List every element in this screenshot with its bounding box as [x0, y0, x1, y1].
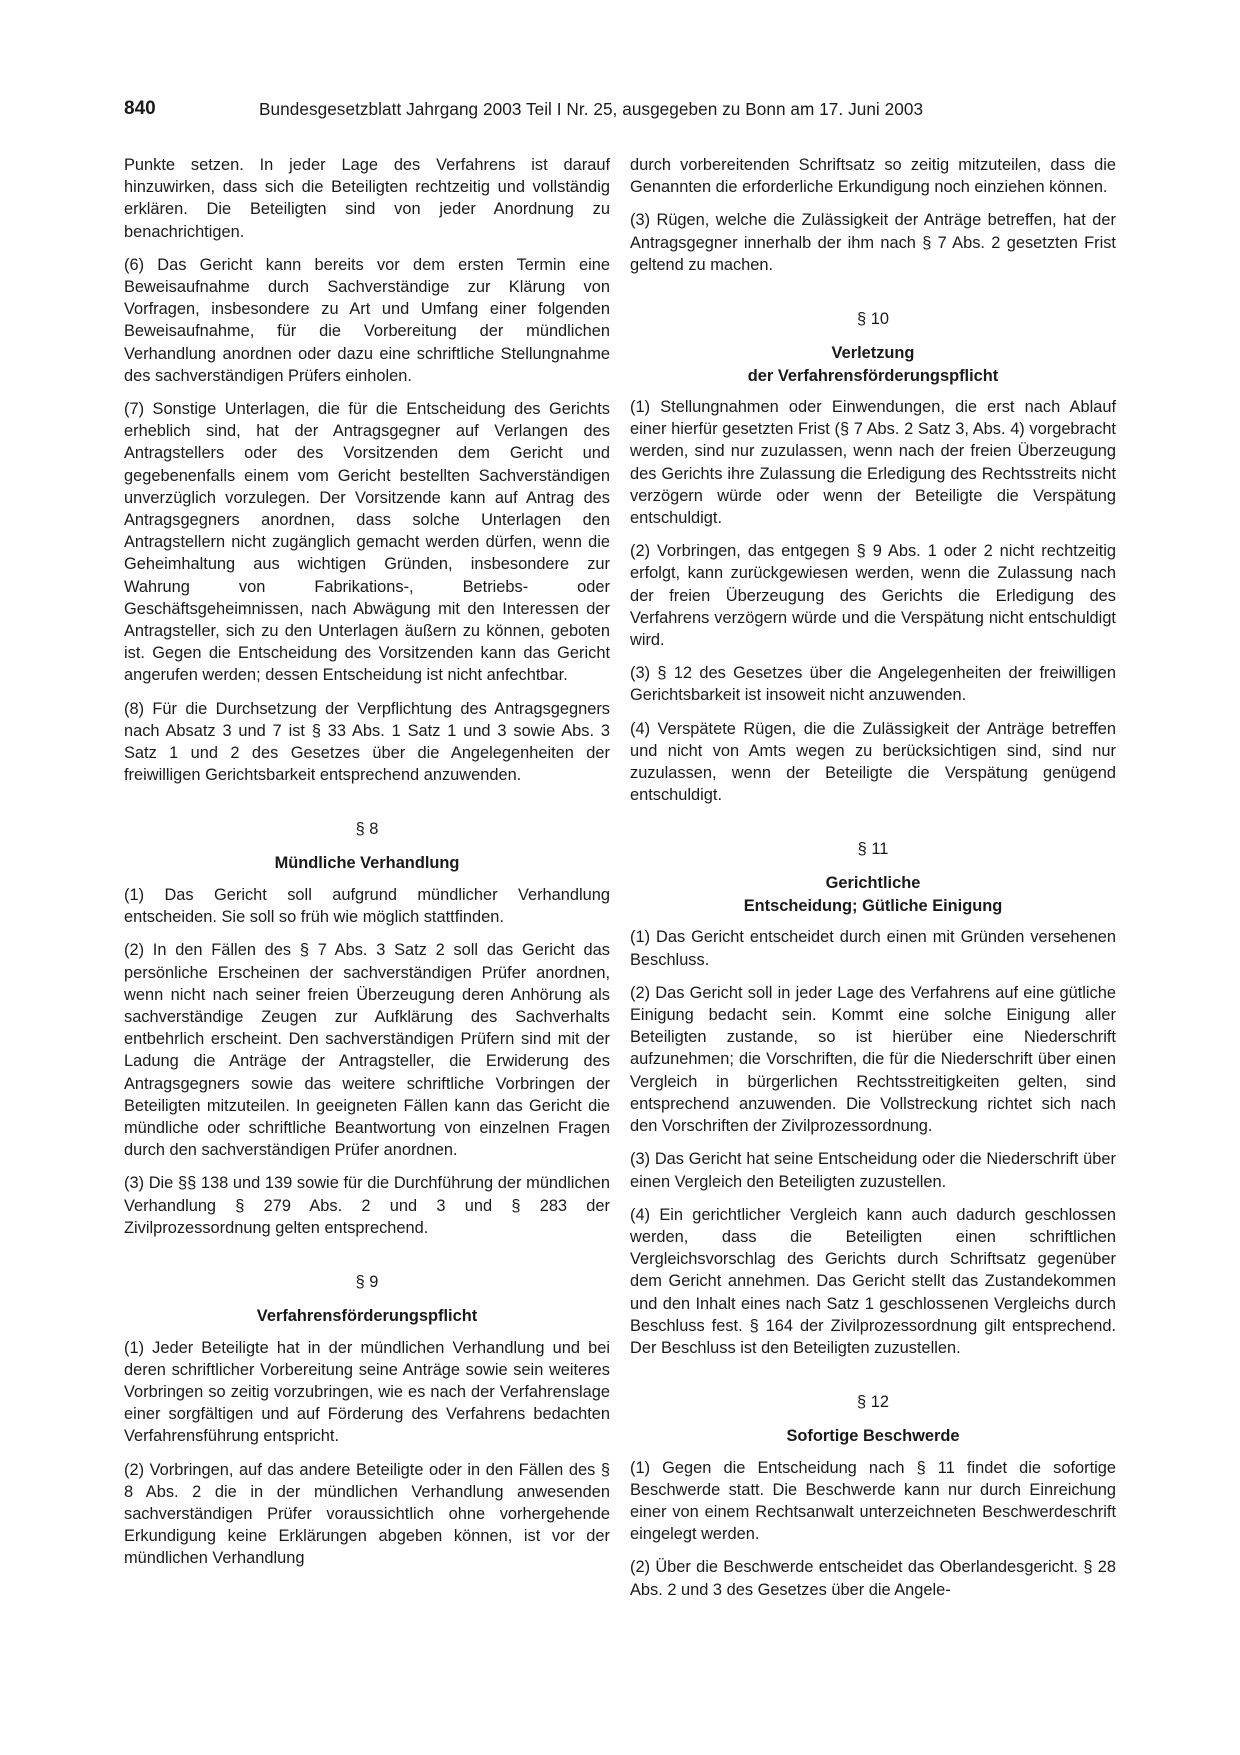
page-number: 840	[124, 98, 156, 119]
paragraph: Punkte setzen. In jeder Lage des Verfahrens ist darauf hinzuwirken, dass sich die Beteiligten rechtzeitig und vollständig erklären. Die Beteiligten sind von jeder Anordnung zu benachrichtigen.	[124, 156, 610, 241]
section-title: Mündliche Verhandlung	[274, 854, 460, 873]
paragraph: (1) Stellungnahmen oder Einwendungen, die erst nach Ablauf einer hierfür gesetzten Frist (§ 7 Abs. 2 Satz 3, Abs. 4) vorgebracht werden, sind nur zuzulassen, wenn nach der freien Überzeugung des Gerichts ihre Zulassung die Erledigung des Rechtsstreits nicht verzögern würde oder wenn der Beteiligte die Verspätung entschuldigt.	[630, 398, 1116, 528]
left-column	[124, 154, 610, 1581]
section-title-line-1: Gerichtliche	[825, 874, 921, 893]
section-number: § 9	[355, 1273, 379, 1292]
paragraph: (2) In den Fällen des § 7 Abs. 3 Satz 2 soll das Gericht das persönliche Erscheinen der sachverständigen Prüfer anordnen, wenn nicht nach seiner freien Überzeugung deren Anhörung als sachverständige Zeugen zur Aufklärung des Sachverhalts entbehrlich erscheint. Den sachverständigen Prüfern sind mit der Ladung die Anträge der Antragsteller, die Erwiderung des Antragsgegners sowie das weitere schriftliche Vorbringen der Beteiligten mitzuteilen. In geeigneten Fällen kann das Gericht die mündliche oder schriftliche Beantwortung von einzelnen Fragen durch den sachverständigen Prüfer anordnen.	[124, 941, 610, 1160]
section-title-line-2: Entscheidung; Gütliche Einigung	[743, 896, 1003, 915]
section-title-line-1: Verletzung	[831, 344, 915, 363]
section-11	[630, 838, 1116, 1359]
section-number: § 10	[857, 310, 889, 329]
section-number: § 8	[355, 820, 379, 839]
paragraph: (2) Vorbringen, das entgegen § 9 Abs. 1 oder 2 nicht rechtzeitig erfolgt, kann zurückgewiesen werden, wenn die Zulassung nach der freien Überzeugung des Gerichts die Erledigung des Verfahrens verzögern würde und die Verspätung nicht entschuldigt wird.	[630, 542, 1116, 650]
paragraph: (3) § 12 des Gesetzes über die Angelegenheiten der freiwilligen Gerichtsbarkeit ist insoweit nicht anzuwenden.	[630, 664, 1116, 705]
paragraph: (2) Vorbringen, auf das andere Beteiligte oder in den Fällen des § 8 Abs. 2 die in der mündlichen Verhandlung anwesenden sachverständigen Prüfer voraussichtlich ohne vorhergehende Erkundigung keine Erklärungen abgeben können, ist vor der mündlichen Verhandlung	[124, 1460, 610, 1568]
paragraph: (1) Das Gericht soll aufgrund mündlicher Verhandlung entscheiden. Sie soll so früh wie möglich stattfinden.	[124, 885, 610, 927]
section-title-line-2: der Verfahrensförderungspflicht	[747, 366, 999, 385]
section-9	[124, 1271, 610, 1570]
paragraph: (2) Über die Beschwerde entscheidet das Oberlandesgericht. § 28 Abs. 2 und 3 des Gesetzes über die Angele-	[630, 1558, 1116, 1599]
paragraph: durch vorbereitenden Schriftsatz so zeitig mitzuteilen, dass die Genannten die erforderliche Erkundigung noch einziehen können.	[630, 156, 1116, 197]
running-title: Bundesgesetzblatt Jahrgang 2003 Teil I Nr. 25, ausgegeben zu Bonn am 17. Juni 2003	[259, 99, 924, 119]
paragraph: (1) Das Gericht entscheidet durch einen mit Gründen versehenen Beschluss.	[630, 928, 1116, 969]
paragraph: (8) Für die Durchsetzung der Verpflichtung des Antragsgegners nach Absatz 3 und 7 ist § 33 Abs. 1 Satz 1 und 3 sowie Abs. 3 Satz 1 und 2 des Gesetzes über die Angelegenheiten der freiwilligen Gerichtsbarkeit entsprechend anzuwenden.	[124, 699, 610, 785]
section-number: § 12	[857, 1393, 889, 1412]
paragraph: (3) Das Gericht hat seine Entscheidung oder die Niederschrift über einen Vergleich den Beteiligten zuzustellen.	[630, 1150, 1116, 1191]
right-column	[630, 154, 1116, 1612]
section-10	[630, 308, 1116, 806]
section-8	[124, 818, 610, 1239]
section-title: Verfahrensförderungspflicht	[256, 1307, 478, 1326]
paragraph: (4) Verspätete Rügen, die die Zulässigkeit der Anträge betreffen und nicht von Amts wegen zu berücksichtigen sind, sind nur zuzulassen, wenn der Beteiligte die Verspätung genügend entschuldigt.	[630, 719, 1116, 805]
paragraph: (1) Jeder Beteiligte hat in der mündlichen Verhandlung und bei deren schriftlicher Vorbereitung seine Anträge sowie sein weiteres Vorbringen so zeitig vorzubringen, wie es nach der Verfahrenslage einer sorgfältigen und auf Förderung des Verfahrens bedachten Verfahrensführung entspricht.	[124, 1338, 610, 1446]
section-title: Sofortige Beschwerde	[786, 1427, 960, 1446]
paragraph: (7) Sonstige Unterlagen, die für die Entscheidung des Gerichts erheblich sind, hat der Antragsgegner auf Verlangen des Antragstellers oder des Vorsitzenden dem Gericht und gegebenenfalls einem vom Gericht bestellten Sachverständigen unverzüglich vorzulegen. Der Vorsitzende kann auf Antrag des Antragsgegners anordnen, dass solche Unterlagen den Antragstellern nicht zugänglich gemacht werden dürfen, wenn die Geheimhaltung aus wichtigen Gründen, insbesondere zur Wahrung von Fabrikations-, Betriebs- oder Geschäftsgeheimnissen, nach Abwägung mit den Interessen der Antragsteller, sich zu den Unterlagen äußern zu können, geboten ist. Gegen die Entscheidung des Vorsitzenden kann das Gericht angerufen werden; dessen Entscheidung ist nicht anfechtbar.	[124, 400, 610, 685]
section-12	[630, 1391, 1116, 1601]
section-number: § 11	[857, 840, 889, 859]
page-header	[124, 98, 1124, 128]
paragraph: (6) Das Gericht kann bereits vor dem ersten Termin eine Beweisaufnahme durch Sachverständige zur Klärung von Vorfragen, insbesondere zu Art und Umfang einer folgenden Beweisaufnahme, für die Vorbereitung der mündlichen Verhandlung anordnen oder dazu eine schriftliche Stellungnahme des sachverständigen Prüfers einholen.	[124, 255, 610, 385]
paragraph: (1) Gegen die Entscheidung nach § 11 findet die sofortige Beschwerde statt. Die Beschwerde kann nur durch Einreichung einer von einem Rechtsanwalt unterzeichneten Beschwerdeschrift eingelegt werden.	[630, 1458, 1116, 1544]
paragraph: (3) Rügen, welche die Zulässigkeit der Anträge betreffen, hat der Antragsgegner innerhalb der ihm nach § 7 Abs. 2 gesetzten Frist geltend zu machen.	[630, 211, 1116, 274]
paragraph: (3) Die §§ 138 und 139 sowie für die Durchführung der mündlichen Verhandlung § 279 Abs. 2 und 3 und § 283 der Zivilprozessordnung gelten entsprechend.	[124, 1174, 610, 1237]
paragraph: (4) Ein gerichtlicher Vergleich kann auch dadurch geschlossen werden, dass die Beteiligten einen schriftlichen Vergleichsvorschlag des Gerichts durch Schriftsatz gegenüber dem Gericht annehmen. Das Gericht stellt das Zustandekommen und den Inhalt eines nach Satz 1 geschlossenen Vergleichs durch Beschluss fest. § 164 der Zivilprozessordnung gilt entsprechend. Der Beschluss ist den Beteiligten zuzustellen.	[630, 1205, 1116, 1357]
paragraph: (2) Das Gericht soll in jeder Lage des Verfahrens auf eine gütliche Einigung bedacht sein. Kommt eine solche Einigung aller Beteiligten zustande, so ist hierüber eine Niederschrift aufzunehmen; die Vorschriften, die für die Niederschrift über einen Vergleich in bürgerlichen Rechtsstreitigkeiten gelten, sind entsprechend anzuwenden. Die Vollstreckung richtet sich nach den Vorschriften der Zivilprozessordnung.	[630, 983, 1116, 1136]
